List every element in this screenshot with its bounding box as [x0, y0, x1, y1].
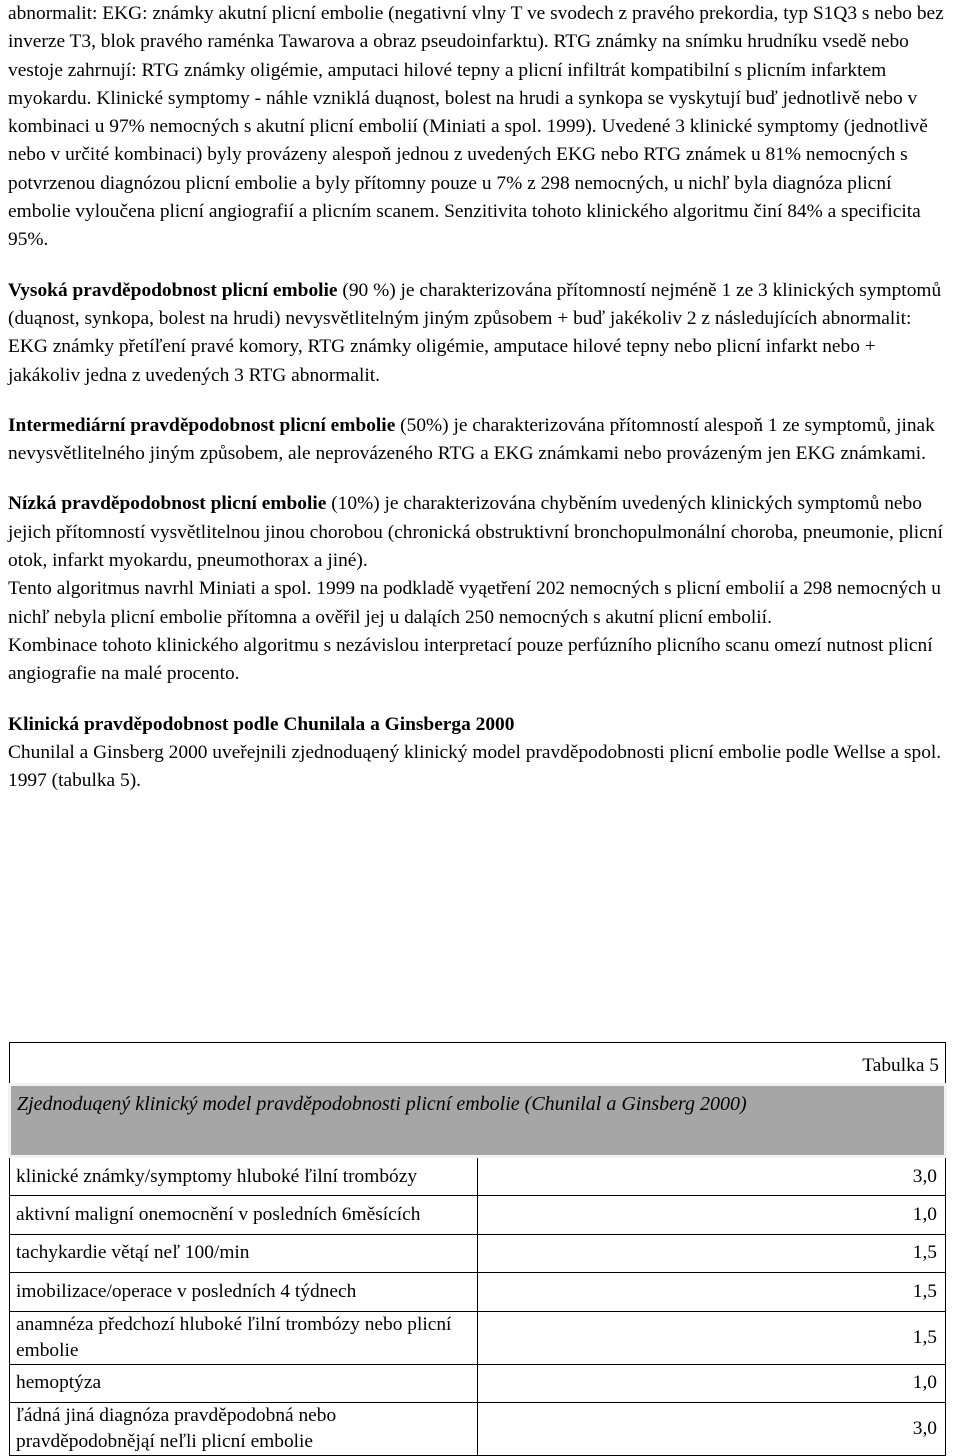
row-value: 3,0	[478, 1402, 946, 1455]
paragraph-low-probability	[8, 490, 952, 575]
row-label: hemoptýza	[10, 1364, 478, 1402]
high-probability-heading: Vysoká pravděpodobnost plicní embolie	[8, 279, 338, 301]
table-row	[10, 1273, 946, 1311]
row-value: 1,0	[478, 1364, 946, 1402]
low-probability-heading: Nízká pravděpodobnost plicní embolie	[8, 493, 327, 515]
row-value: 1,5	[478, 1273, 946, 1311]
table-row	[10, 1311, 946, 1364]
row-label: ľádná jiná diagnóza pravděpodobná nebo pravděpodobnějąí neľli plicní embolie	[10, 1402, 478, 1455]
table-row	[10, 1157, 946, 1196]
table-row	[10, 1234, 946, 1272]
row-label: aktivní maligní onemocnění v posledních 6měsících	[10, 1196, 478, 1234]
low-probability-text: (10%) je charakterizována chyběním uvedených klinických symptomů nebo jejich přítomností vysvětlitelnou jinou chorobou (chronická obstruktivní bronchopulmonální choroba, pneumonie, plicní otok, infarkt myokardu, pneumothorax a jiné).	[8, 493, 943, 572]
table-row	[10, 1196, 946, 1234]
document-page	[8, 0, 952, 1452]
paragraph-high-probability	[8, 277, 952, 390]
row-value: 1,5	[478, 1234, 946, 1272]
table-5	[8, 1042, 947, 1456]
row-label: anamnéza předchozí hluboké ľilní trombózy nebo plicní embolie	[10, 1311, 478, 1364]
high-probability-text: (90 %) je charakterizována přítomností nejméně 1 ze 3 klinických symptomů (duąnost, synkopa, bolest na hrudi) nevysvětlitelným jiným způsobem + buď jakékoliv 2 z následujících abnormalit: EKG známky přetíľení pravé komory, RTG známky oligémie, amputace hilové tepny nebo plicní infarkt nebo + jakákoliv jedna z uvedených 3 RTG abnormalit.	[8, 279, 942, 386]
table-header: Zjednoduąený klinický model pravděpodobnosti plicní embolie (Chunilal a Ginsberg 2000)	[10, 1085, 946, 1157]
row-value: 1,5	[478, 1311, 946, 1364]
table-caption: Tabulka 5	[10, 1043, 946, 1085]
intermediate-probability-text: (50%) je charakterizována přítomností alespoň 1 ze symptomů, jinak nevysvětlitelného jiným způsobem, ale neprovázeného RTG a EKG známkami nebo provázeným jen EKG známkami.	[8, 414, 935, 465]
section-heading: Klinická pravděpodobnost podle Chunilala a Ginsberga 2000	[8, 713, 515, 735]
paragraph-combination: Kombinace tohoto klinického algoritmu s nezávislou interpretací pouze perfúzního plicního scanu omezí nutnost plicní angiografie na malé procento.	[8, 634, 933, 685]
paragraph-algorithm-origin: Tento algoritmus navrhl Miniati a spol. 1999 na podkladě vyąetření 202 nemocných s plicní embolií a 298 nemocných u nichľ nebyla plicní embolie přítomna a ověřil jej u daląích 250 nemocných s akutní plicní embolií.	[8, 578, 941, 628]
row-value: 3,0	[478, 1157, 946, 1196]
table-row	[10, 1402, 946, 1455]
paragraph-chunilal-intro: Chunilal a Ginsberg 2000 uveřejnili zjednoduąený klinický model pravděpodobnosti plicní embolie podle Wellse a spol. 1997 (tabulka 5).	[8, 741, 942, 792]
probability-table	[8, 1042, 947, 1456]
table-row	[10, 1364, 946, 1402]
intermediate-probability-heading: Intermediární pravděpodobnost plicní embolie	[8, 414, 396, 436]
row-label: tachykardie větąí neľ 100/min	[10, 1234, 478, 1272]
paragraph-diagnostic-signs: abnormalit: EKG: známky akutní plicní embolie (negativní vlny T ve svodech z pravého prekordia, typ S1Q3 s nebo bez inverze T3, blok pravého raménka Tawarova a obraz pseudoinfarktu). RTG známky na snímku hrudníku vsedě nebo vestoje zahrnují: RTG známky oligémie, amputaci hilové tepny a plicní infiltrát kompatibilní s plicním infarktem myokardu. Klinické symptomy - náhle vzniklá duąnost, bolest na hrudi a synkopa se vyskytují buď jednotlivě nebo v kombinaci u 97% nemocných s akutní plicní embolií (Miniati a spol. 1999). Uvedené 3 klinické symptomy (jednotlivě nebo v určité kombinaci) byly provázeny alespoň jednou z uvedených EKG nebo RTG známek u 81% nemocných s potvrzenou diagnózou plicní embolie a byly přítomny pouze u 7% z 298 nemocných, u nichľ byla diagnóza plicní embolie vyloučena plicní angiografií a plicním scanem. Senzitivita tohoto klinického algoritmu činí 84% a specificita 95%.	[8, 3, 944, 251]
row-value: 1,0	[478, 1196, 946, 1234]
row-label: klinické známky/symptomy hluboké ľilní trombózy	[10, 1157, 478, 1196]
row-label: imobilizace/operace v posledních 4 týdnech	[10, 1273, 478, 1311]
paragraph-intermediate-probability	[8, 412, 952, 469]
